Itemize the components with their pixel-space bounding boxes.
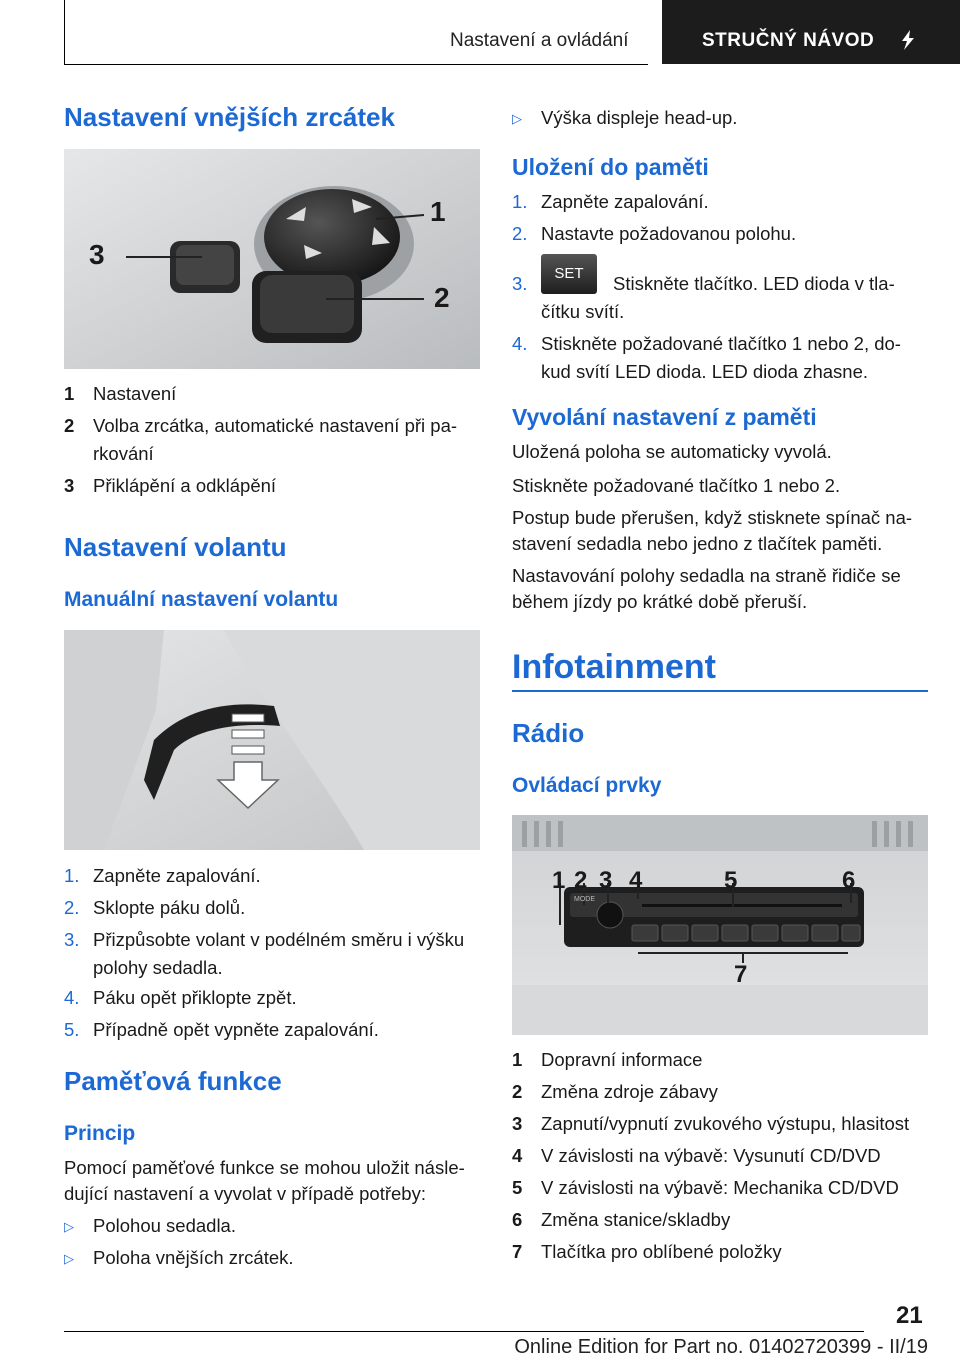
recall-text: Stiskněte požadované tlačítko 1 nebo 2. — [512, 475, 841, 496]
radio-title: Rádio — [512, 718, 585, 748]
principle-text-line: dující nastavení a vyvolat v případě potřeby: — [64, 1183, 426, 1204]
mirror-figure-label-3: 3 — [89, 239, 105, 270]
header-rule-left — [64, 0, 65, 64]
radio-controls-image — [512, 815, 928, 1035]
recall-text: stavení sedadla nebo jedno z tlačítek paměti. — [512, 533, 883, 554]
mirror-figure-label-2: 2 — [434, 282, 450, 313]
recall-text: Postup bude přerušen, když stisknete spínač na- — [512, 507, 913, 528]
recall-text: Uložená poloha se automaticky vyvolá. — [512, 441, 832, 462]
radio-figure-label-4: 4 — [629, 867, 643, 894]
mirror-figure-label-1: 1 — [430, 196, 446, 227]
set-button-icon: SET — [541, 254, 597, 294]
radio-figure-label-3: 3 — [599, 867, 613, 894]
footer-edition-text: Online Edition for Part no. 01402720399 - II/19 — [514, 1336, 928, 1358]
header-tab-label: STRUČNÝ NÁVOD — [702, 30, 875, 51]
radio-figure-label-5: 5 — [724, 867, 738, 894]
page-number: 21 — [896, 1302, 923, 1329]
radio-figure-label-6: 6 — [842, 867, 856, 894]
triangle-bullet-icon: ▷ — [512, 111, 522, 126]
principle-text-line: Pomocí paměťové funkce se mohou uložit násle- — [64, 1157, 465, 1178]
mirror-controls-image — [64, 149, 480, 369]
header-section-title: Nastavení a ovládání — [450, 30, 629, 51]
radio-figure-label-1: 1 — [552, 867, 566, 894]
store-step: 4. Stiskněte požadované tlačítko 1 nebo 2, do- kud svítí LED dioda. LED dioda zhasne. — [512, 333, 901, 382]
infotainment-rule — [512, 690, 928, 692]
radio-figure-label-7: 7 — [734, 961, 748, 988]
triangle-bullet-icon: ▷ — [64, 1219, 74, 1234]
triangle-bullet-icon: ▷ — [64, 1251, 74, 1266]
store-step: 3. SET Stiskněte tlačítko. LED dioda v tla- čítku svítí. — [512, 254, 928, 318]
manual-steering-title: Manuální nastavení volantu — [64, 588, 339, 611]
infotainment-title: Infotainment — [512, 648, 716, 686]
recall-title: Vyvolání nastavení z paměti — [512, 404, 817, 430]
steering-lever-image — [64, 630, 480, 850]
header-tab — [662, 0, 960, 64]
steering-step: 3. Přizpůsobte volant v podélném směru i výšku polohy sedadla. — [64, 929, 465, 978]
footer-rule — [64, 1331, 864, 1332]
recall-text: Nastavování polohy sedadla na straně řidiče se — [512, 565, 901, 586]
controls-title: Ovládací prvky — [512, 774, 662, 797]
recall-text: během jízdy po krátké době přeruší. — [512, 591, 808, 612]
steering-title: Nastavení volantu — [64, 532, 287, 562]
principle-title: Princip — [64, 1122, 136, 1145]
mirror-legend-item: 2 Volba zrcátka, automatické nastavení při pa- rkování — [64, 415, 458, 464]
lightning-icon — [896, 28, 920, 52]
radio-figure-mode-label: MODE — [574, 896, 595, 903]
header-rule-bottom — [64, 64, 648, 65]
mirrors-title: Nastavení vnějších zrcátek — [64, 102, 395, 132]
memory-title: Paměťová funkce — [64, 1066, 282, 1096]
radio-figure-label-2: 2 — [574, 867, 588, 894]
store-title: Uložení do paměti — [512, 154, 709, 180]
